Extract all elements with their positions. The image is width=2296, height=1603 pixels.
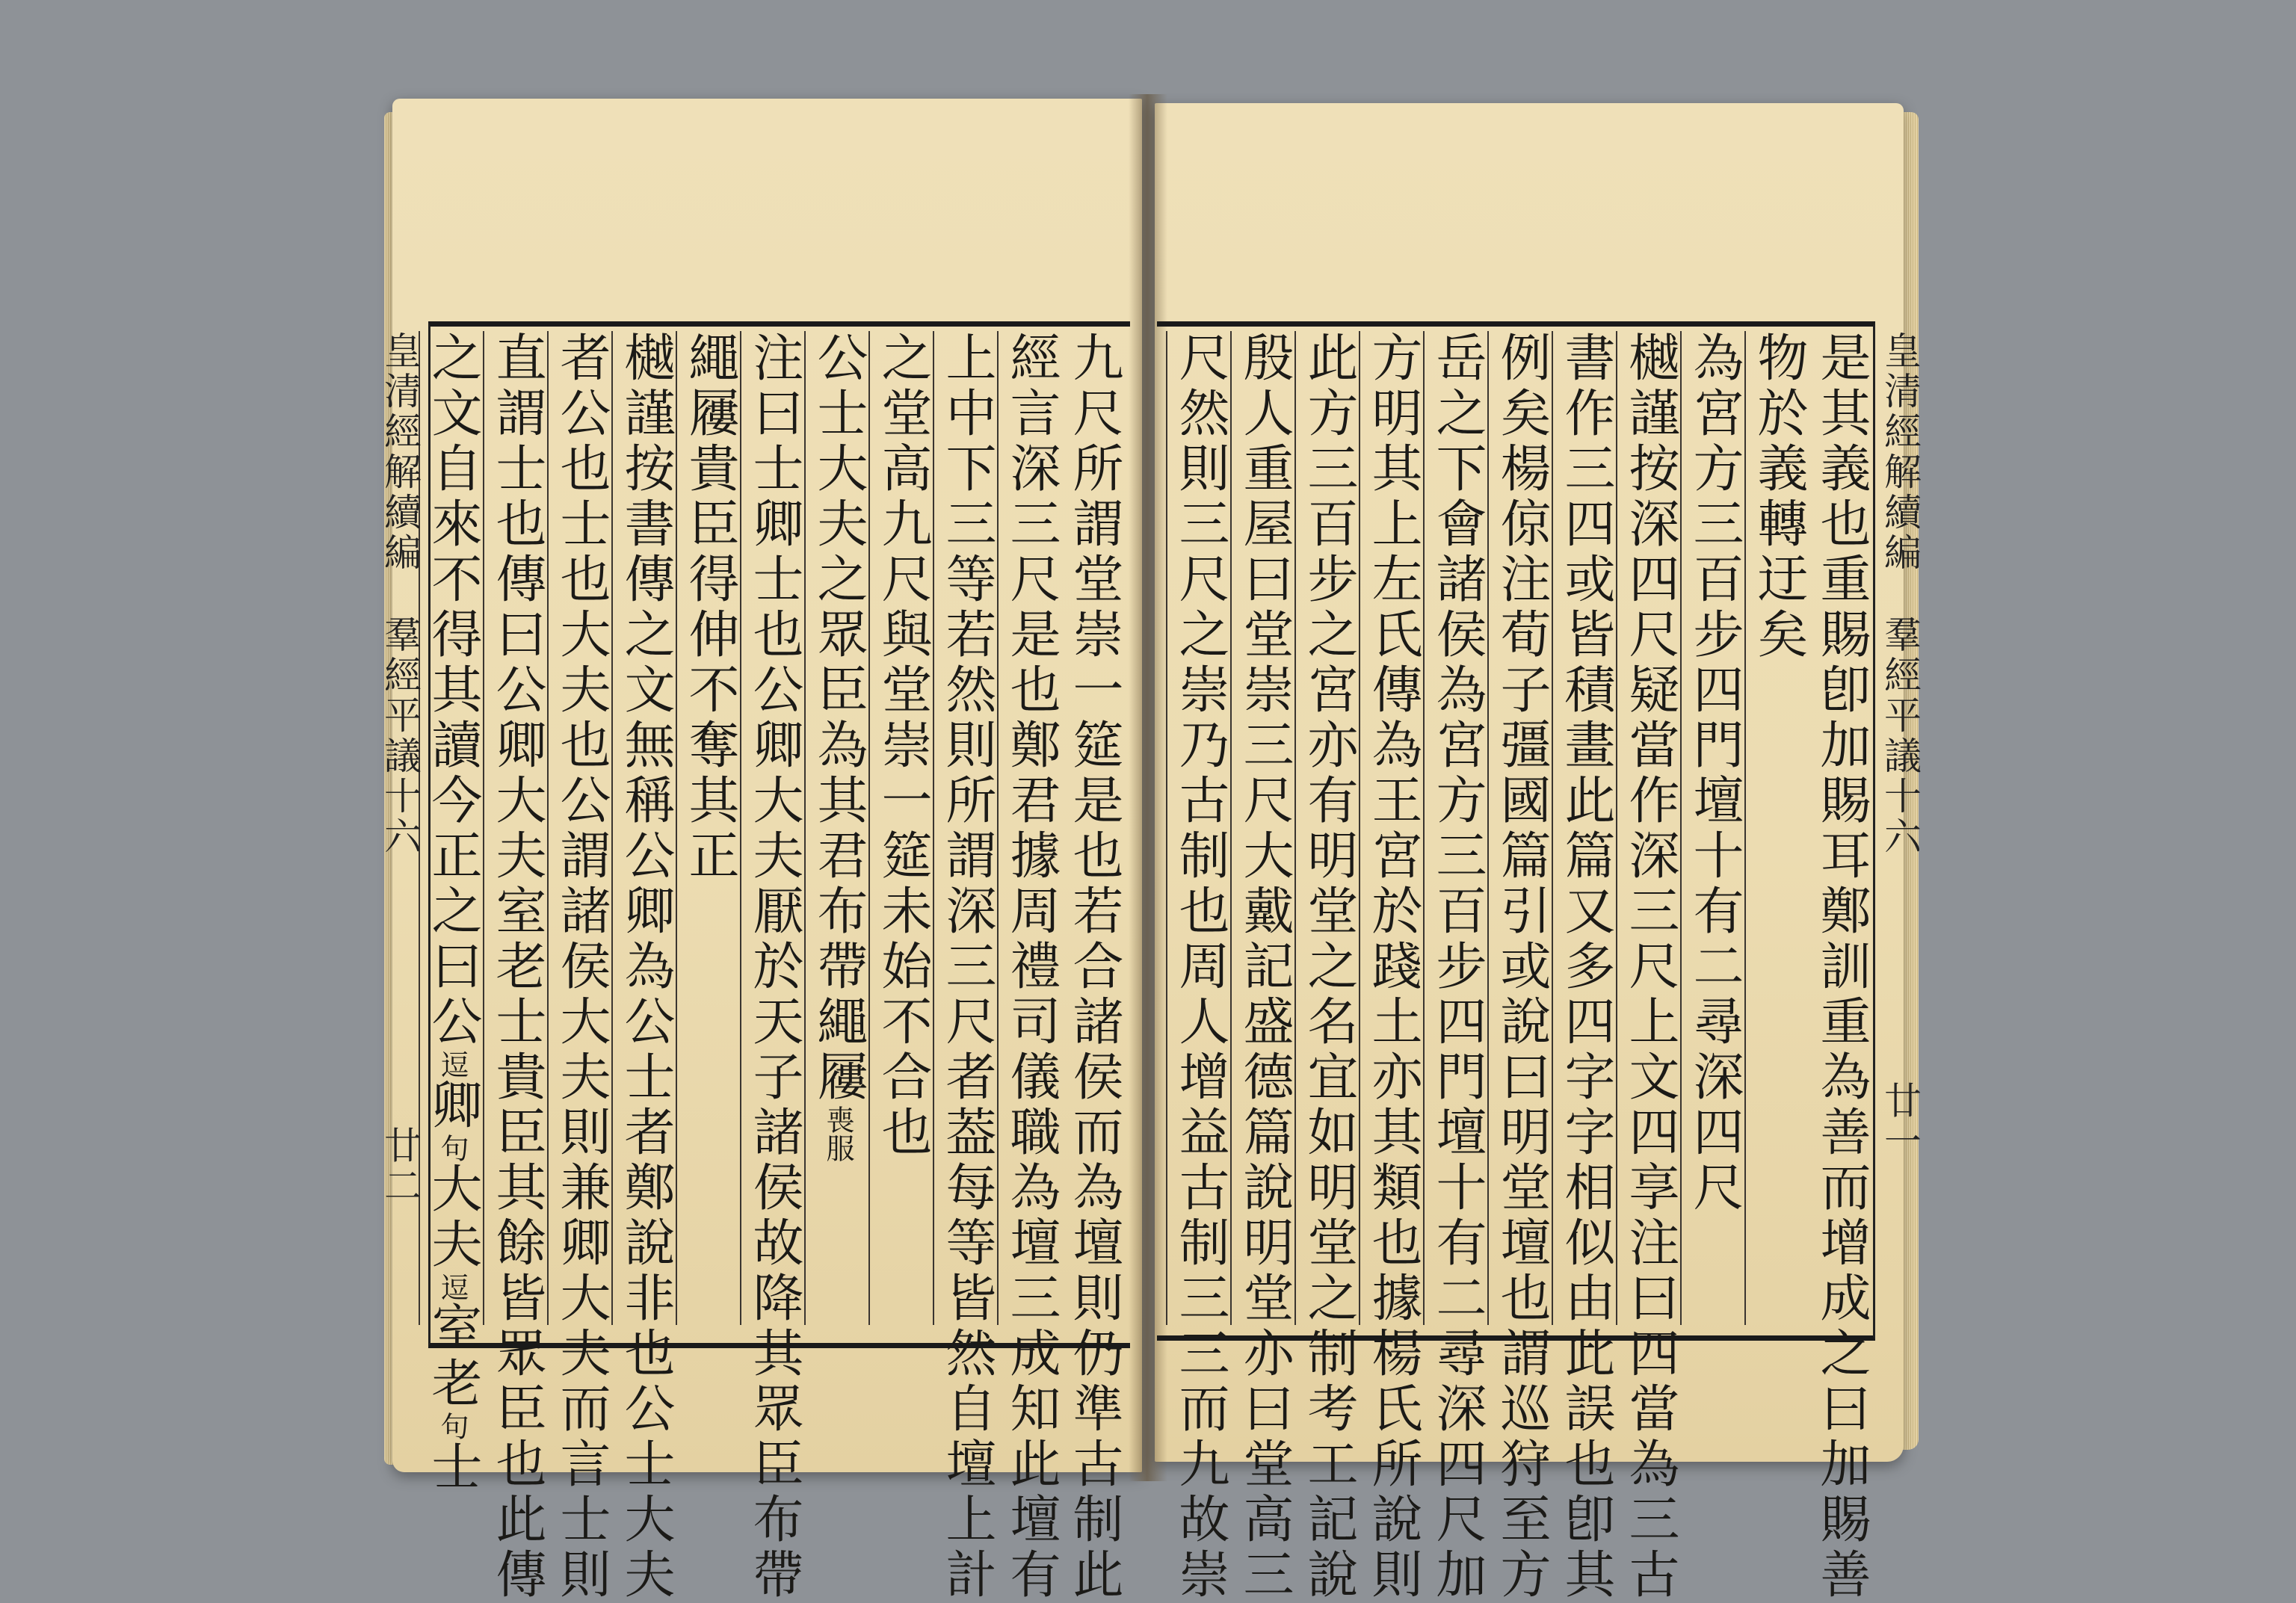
column-text: 經言深三尺是也鄭君據周禮司儀職為壇三成知此壇有 bbox=[1002, 331, 1061, 1603]
right-book-title: 皇清經解續編 bbox=[1878, 331, 1922, 573]
column-text: 例矣楊倞注荀子彊國篇引或說曰明堂壇也謂巡狩至方 bbox=[1492, 331, 1551, 1603]
column-text: 樾謹按書傳之文無稱公卿為公士者鄭說非也公士大夫 bbox=[616, 331, 675, 1603]
column-text: 之文自來不得其讀今正之曰公 bbox=[423, 331, 482, 1050]
left-margin-title bbox=[377, 331, 422, 1325]
column-text: 室老 bbox=[423, 1301, 482, 1412]
column-text: 士 bbox=[423, 1440, 482, 1495]
punctuation-note: 逗 bbox=[436, 1273, 469, 1301]
left-column-11 bbox=[419, 331, 484, 1495]
column-text: 樾謹按深四尺疑當作深三尺上文四享注曰四當為三古 bbox=[1620, 331, 1679, 1603]
left-column-3 bbox=[933, 331, 999, 1603]
column-text: 方明其上左氏傳為王宮於踐土亦其類也據楊氏所說則 bbox=[1363, 331, 1422, 1603]
column-text: 之堂高九尺與堂崇一筵未始不合也 bbox=[873, 331, 932, 1161]
interlinear-note: 喪服 bbox=[821, 1105, 854, 1162]
right-column-8 bbox=[1359, 331, 1425, 1603]
right-column-6 bbox=[1487, 331, 1553, 1603]
column-text: 殷人重屋曰堂崇三尺大戴記盛德篇說明堂亦曰堂高三 bbox=[1235, 331, 1294, 1603]
left-column-10 bbox=[483, 331, 549, 1603]
right-column-7 bbox=[1423, 331, 1489, 1603]
right-volume-title: 羣經平議十六 bbox=[1878, 614, 1922, 857]
right-column-2 bbox=[1744, 331, 1810, 1325]
left-column-6 bbox=[740, 331, 806, 1603]
column-text: 物於義轉迂矣 bbox=[1749, 331, 1808, 663]
column-text: 尺然則三尺之崇乃古制也周人增益古制三三而九故崇 bbox=[1170, 331, 1229, 1603]
column-text: 為宮方三百步四門壇十有二尋深四尺 bbox=[1685, 331, 1744, 1216]
left-column-9 bbox=[547, 331, 613, 1603]
left-column-4 bbox=[868, 331, 934, 1325]
right-column-11 bbox=[1166, 331, 1232, 1603]
punctuation-note: 句 bbox=[436, 1134, 469, 1162]
column-text: 此方三百步之宮亦有明堂之名宜如明堂之制考工記說 bbox=[1299, 331, 1358, 1603]
right-column-9 bbox=[1294, 331, 1360, 1603]
left-column-7 bbox=[676, 331, 741, 1325]
right-column-4 bbox=[1616, 331, 1682, 1603]
left-column-5 bbox=[804, 331, 870, 1325]
right-column-3 bbox=[1680, 331, 1746, 1325]
column-text: 書作三四或皆積畫此篇又多四字字相似由此誤也卽其 bbox=[1556, 331, 1615, 1603]
right-column-1 bbox=[1809, 331, 1873, 1603]
left-book-title: 皇清經解續編 bbox=[378, 331, 422, 573]
column-text: 是其義也重賜卽加賜耳鄭訓重為善而增成之曰加賜善 bbox=[1812, 331, 1871, 1603]
right-margin-title bbox=[1877, 331, 1922, 1325]
column-text: 注曰士卿士也公卿大夫厭於天子諸侯故降其眾臣布帶 bbox=[744, 331, 803, 1603]
column-text: 九尺所謂堂崇一筵是也若合諸侯而為壇則仍準古制此 bbox=[1064, 331, 1123, 1603]
left-folio-number: 廿二 bbox=[378, 1125, 422, 1207]
column-text: 者公也士也大夫也公謂諸侯大夫則兼卿大夫而言士則 bbox=[552, 331, 611, 1603]
left-column-8 bbox=[611, 331, 677, 1603]
left-column-1 bbox=[1061, 331, 1126, 1603]
column-text: 大夫 bbox=[423, 1162, 482, 1273]
left-column-2 bbox=[997, 331, 1063, 1603]
left-volume-title: 羣經平議十六 bbox=[378, 614, 422, 857]
right-folio-number: 廿一 bbox=[1878, 1081, 1922, 1162]
column-text: 直謂士也傳曰公卿大夫室老士貴臣其餘皆眾臣也此傳 bbox=[487, 331, 546, 1603]
column-text: 公士大夫之眾臣為其君布帶繩屨 bbox=[809, 331, 868, 1105]
column-text: 上中下三等若然則所謂深三尺者葢每等皆然自壇上計 bbox=[937, 331, 996, 1603]
column-text: 繩屨貴臣得伸不奪其正 bbox=[680, 331, 739, 884]
punctuation-note: 逗 bbox=[436, 1050, 469, 1078]
punctuation-note: 句 bbox=[436, 1412, 469, 1440]
right-column-10 bbox=[1230, 331, 1296, 1603]
right-column-5 bbox=[1552, 331, 1617, 1603]
column-text: 卿 bbox=[423, 1078, 482, 1134]
column-text: 岳之下會諸侯為宮方三百步四門壇十有二尋深四尺加 bbox=[1428, 331, 1487, 1603]
